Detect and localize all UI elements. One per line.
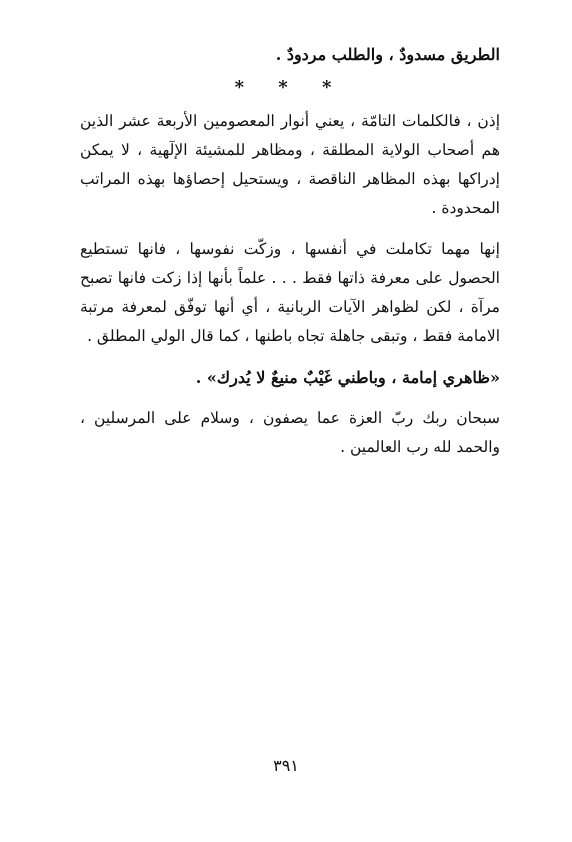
paragraph-1: إذن ، فالكلمات التامّة ، يعني أنوار المعصومين الأربعة عشر الذين هم أصحاب الولاية المطلقة ، ومظاهر للمشيئة الإلٓهية ، لا يمكن إدراكها بهذه المظاهر الناقصة ، ويستحيل إحصاؤها بهذه المراتب المحدودة .: [80, 112, 500, 217]
page-number: ٣٩١: [273, 756, 299, 775]
paragraph-gap: [80, 351, 500, 363]
paragraph-gap: [80, 392, 500, 404]
paragraph-3: سبحان ربك ربّ العزة عما يصفون ، وسلام على المرسلين ، والحمد لله رب العالمين .: [80, 409, 500, 456]
paragraph-gap: [80, 223, 500, 235]
quote: «ظاهري إمامة ، وباطني غَيْبٌ منيعٌ لا يُدرك» .: [195, 368, 500, 387]
separator: * * *: [234, 77, 346, 98]
section-heading: الطريق مسدودٌ ، والطلب مردودٌ .: [275, 45, 500, 64]
page-body: [80, 40, 500, 462]
paragraph-2: إنها مهما تكاملت في أنفسها ، وزكّت نفوسها ، فانها تستطيع الحصول على معرفة ذاتها فقط . . . علماً بأنها إذا زكت فانها تصبح مرآة ، لكن لظواهر الآيات الربانية ، أي أنها توفّق لمعرفة مرتبة الامامة فقط ، وتبقى جاهلة تجاه باطنها ، كما قال الولي المطلق .: [80, 240, 500, 345]
